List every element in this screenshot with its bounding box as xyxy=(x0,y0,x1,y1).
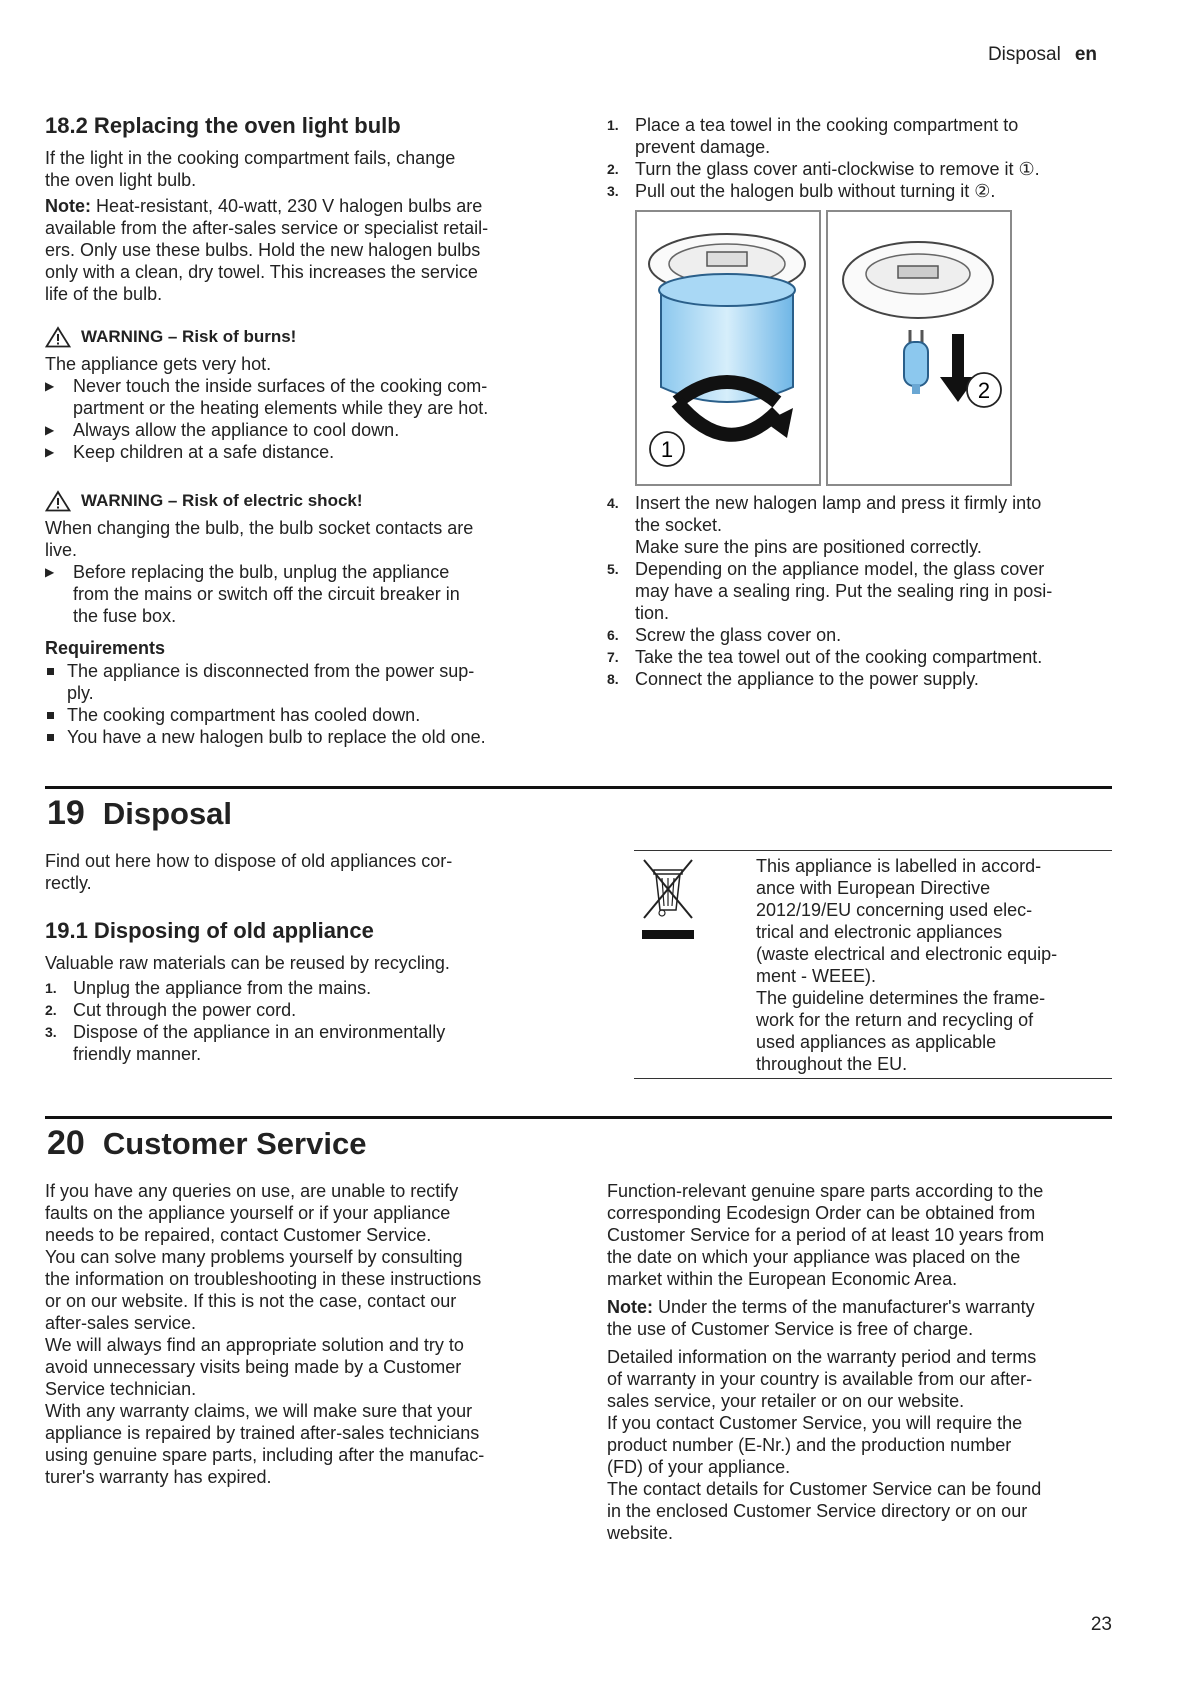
note-label: Note: xyxy=(45,196,91,216)
section-intro: If the light in the cooking compartment fails, change the oven light bulb. xyxy=(45,148,456,190)
list-item: 3. Pull out the halogen bulb without turning it ②. xyxy=(607,181,996,201)
warning-shock-list xyxy=(45,561,565,627)
disposal-sub-intro: Valuable raw materials can be reused by recycling. xyxy=(45,953,450,973)
list-item: The cooking compartment has cooled down. xyxy=(45,704,575,726)
halogen-bulb-illustration xyxy=(828,212,1010,484)
disposal-intro: Find out here how to dispose of old appliances cor- rectly. xyxy=(45,851,453,893)
list-item: 2. Cut through the power cord. xyxy=(45,1000,297,1020)
warning-shock-text: When changing the bulb, the bulb socket contacts are live. xyxy=(45,518,474,560)
running-header xyxy=(988,44,1097,66)
section-title-19-1: 19.1 Disposing of old appliance xyxy=(45,918,374,943)
list-item: 7. Take the tea towel out of the cooking compartment. xyxy=(607,647,1043,667)
steps-list-b xyxy=(607,492,1117,690)
weee-bin-icon xyxy=(640,856,696,947)
list-item: ▶ Never touch the inside surfaces of the cooking com- partment or the heating elements while they are hot. xyxy=(45,376,489,418)
customer-service-right-2: Detailed information on the warranty period and terms of warranty in your country is available from our after- sales service, your retailer or on our website. If you contact Customer Service, you will require the product number (E-Nr.) and the production number (FD) of your appliance. The contact details for Customer Service can be found in the enclosed Customer Service directory or on our website. xyxy=(607,1347,1042,1543)
bullet-arrow-icon: ▶ xyxy=(45,379,55,393)
square-bullet-icon xyxy=(47,734,54,741)
list-item: 3. Dispose of the appliance in an environmentally friendly manner. xyxy=(45,1022,446,1064)
page-number: 23 xyxy=(1090,1614,1112,1635)
illustration-pull-bulb xyxy=(826,210,1012,486)
chapter-title: Customer Service xyxy=(102,1126,367,1161)
requirements-list xyxy=(45,660,575,748)
chapter-heading-20 xyxy=(47,1124,366,1163)
weee-text: This appliance is labelled in accord- ance with European Directive 2012/19/EU concerning used elec- trical and electronic appliances (waste electrical and electronic equip- ment - WEEE). The guideline determines the frame- work for the return and recycling of used appliances as applicable throughout the EU. xyxy=(756,856,1058,1074)
list-item: The appliance is disconnected from the power sup- ply. xyxy=(45,660,575,704)
table-rule-bottom xyxy=(634,1078,1112,1079)
chapter-number: 20 xyxy=(47,1124,85,1162)
list-item: 5. Depending on the appliance model, the glass cover may have a sealing ring. Put the sealing ring in posi- tion. xyxy=(607,559,1053,623)
warning-burns-title: WARNING – Risk of burns! xyxy=(45,326,296,348)
steps-list-a xyxy=(607,114,1107,202)
square-bullet-icon xyxy=(47,668,54,675)
list-item: ▶ Before replacing the bulb, unplug the appliance from the mains or switch off the circuit breaker in the fuse box. xyxy=(45,562,460,626)
customer-service-left: If you have any queries on use, are unable to rectify faults on the appliance yourself or if your appliance needs to be repaired, contact Customer Service. You can solve many problems yourself by consulting the information on troubleshooting in these instructions or on our website. If this is not the case, contact our after-sales service. We will always find an appropriate solution and try to avoid unnecessary visits being made by a Customer Service technician. With any warranty claims, we will make sure that your appliance is repaired by trained after-sales technicians using genuine spare parts, including after the manufac- turer's warranty has expired. xyxy=(45,1181,485,1487)
warning-burns-list xyxy=(45,375,565,463)
requirements-title: Requirements xyxy=(45,638,166,658)
section-title-18-2: 18.2 Replacing the oven light bulb xyxy=(45,113,401,138)
list-item: ▶ Always allow the appliance to cool down. xyxy=(45,420,400,440)
disposal-steps xyxy=(45,977,575,1065)
chapter-rule xyxy=(45,786,1112,789)
warning-burns-text: The appliance gets very hot. xyxy=(45,354,272,374)
header-language: en xyxy=(1074,44,1097,65)
list-item: 4. Insert the new halogen lamp and press it firmly into the socket. Make sure the pins are positioned correctly. xyxy=(607,493,1042,557)
bullet-arrow-icon: ▶ xyxy=(45,445,55,459)
callout-label: 2 xyxy=(977,378,991,403)
note-paragraph: Note: Heat-resistant, 40-watt, 230 V halogen bulbs are available from the after-sales service or specialist retail- ers. Only use these bulbs. Hold the new halogen bulbs only with a clean, dry towel. This increases the service life of the bulb. xyxy=(45,196,489,304)
chapter-heading-19 xyxy=(47,794,232,833)
chapter-rule xyxy=(45,1116,1112,1119)
warning-triangle-icon xyxy=(45,326,71,348)
chapter-title: Disposal xyxy=(102,796,233,831)
list-item: You have a new halogen bulb to replace the old one. xyxy=(45,726,575,748)
glass-cover-rotate-illustration xyxy=(637,212,819,484)
bullet-arrow-icon: ▶ xyxy=(45,423,55,437)
list-item: 2. Turn the glass cover anti-clockwise to remove it ①. xyxy=(607,159,1040,179)
header-section: Disposal xyxy=(987,44,1061,65)
list-item: 8. Connect the appliance to the power supply. xyxy=(607,669,979,689)
note-label: Note: xyxy=(607,1297,653,1317)
list-item: 1. Place a tea towel in the cooking compartment to prevent damage. xyxy=(607,115,1019,157)
customer-service-note: Note: Under the terms of the manufacturer's warranty the use of Customer Service is free of charge. xyxy=(607,1297,1035,1339)
customer-service-right-1: Function-relevant genuine spare parts according to the corresponding Ecodesign Order can be obtained from Customer Service for a period of at least 10 years from the date on which your appliance was placed on the market within the European Economic Area. xyxy=(607,1181,1045,1289)
chapter-number: 19 xyxy=(47,794,85,832)
list-item: 1. Unplug the appliance from the mains. xyxy=(45,978,372,998)
callout-label: 1 xyxy=(660,437,674,462)
list-item: 6. Screw the glass cover on. xyxy=(607,625,842,645)
warning-shock-title: WARNING – Risk of electric shock! xyxy=(45,490,363,512)
warning-triangle-icon xyxy=(45,490,71,512)
square-bullet-icon xyxy=(47,712,54,719)
list-item: ▶ Keep children at a safe distance. xyxy=(45,442,335,462)
illustration-remove-cover xyxy=(635,210,821,486)
bullet-arrow-icon: ▶ xyxy=(45,565,55,579)
table-rule-top xyxy=(634,850,1112,851)
